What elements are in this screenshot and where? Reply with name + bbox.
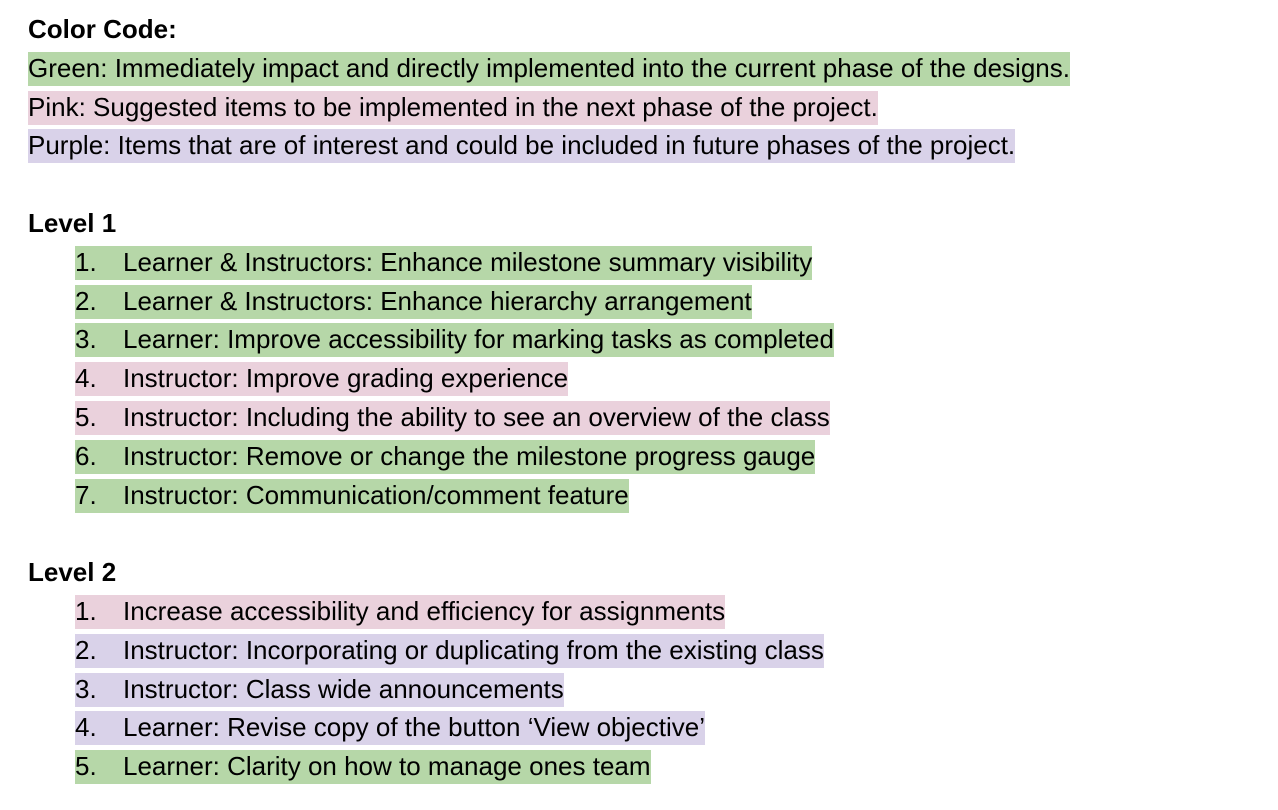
- color-code-heading: Color Code:: [28, 14, 177, 44]
- item-text: Instructor: Class wide announcements: [123, 673, 564, 704]
- color-code-purple-line: [28, 126, 1268, 165]
- item-number: 5.: [75, 751, 97, 782]
- item-number: 6.: [75, 440, 97, 471]
- item-number: 4.: [75, 712, 97, 743]
- level2-item: [75, 708, 1268, 747]
- color-code-purple-text: Purple: Items that are of interest and could be included in future phases of the project.: [28, 129, 1015, 163]
- level1-item-highlight: [75, 401, 830, 435]
- level1-item: [75, 398, 1268, 437]
- level2-item: [75, 592, 1268, 631]
- level1-item-highlight: [75, 246, 812, 280]
- item-text: Instructor: Improve grading experience: [123, 363, 569, 394]
- level2-item-highlight: [75, 673, 564, 707]
- level1-item: [75, 476, 1268, 515]
- item-text: Instructor: Remove or change the milestone progress gauge: [123, 440, 816, 471]
- item-number: 4.: [75, 363, 97, 394]
- color-code-pink-line: [28, 88, 1268, 127]
- item-text: Instructor: Communication/comment feature: [123, 479, 629, 510]
- blank-line: [28, 165, 1268, 204]
- level1-item-highlight: [75, 285, 752, 319]
- item-text: Learner & Instructors: Enhance milestone summary visibility: [123, 246, 813, 277]
- item-number: 1.: [75, 595, 97, 626]
- item-number: 3.: [75, 673, 97, 704]
- level2-item: [75, 670, 1268, 709]
- item-text: Instructor: Including the ability to see an overview of the class: [123, 401, 830, 432]
- item-number: 5.: [75, 401, 97, 432]
- color-code-pink-text: Pink: Suggested items to be implemented in the next phase of the project.: [28, 91, 878, 125]
- item-text: Learner: Clarity on how to manage ones team: [123, 751, 651, 782]
- level1-item: [75, 282, 1268, 321]
- level2-item-highlight: [75, 711, 705, 745]
- level1-item-highlight: [75, 440, 815, 474]
- level2-heading: Level 2: [28, 557, 117, 588]
- level2-item-highlight: [75, 750, 651, 784]
- level1-item: [75, 437, 1268, 476]
- item-number: 1.: [75, 246, 97, 277]
- item-text: Increase accessibility and efficiency for assignments: [123, 595, 726, 626]
- item-number: 7.: [75, 479, 97, 510]
- item-text: Learner: Improve accessibility for marking tasks as completed: [123, 324, 834, 355]
- level1-item-highlight: [75, 362, 568, 396]
- level1-item-highlight: [75, 479, 629, 513]
- item-text: Instructor: Incorporating or duplicating from the existing class: [123, 634, 824, 665]
- item-number: 2.: [75, 634, 97, 665]
- level1-item-highlight: [75, 323, 834, 357]
- blank-line: [28, 514, 1268, 553]
- document-page: [28, 10, 1268, 786]
- level2-list: [28, 592, 1268, 786]
- level2-item: [75, 747, 1268, 786]
- level2-item-highlight: [75, 595, 725, 629]
- item-number: 3.: [75, 324, 97, 355]
- level1-list: [28, 243, 1268, 515]
- color-code-green-text: Green: Immediately impact and directly implemented into the current phase of the designs.: [28, 52, 1070, 86]
- level2-item: [75, 631, 1268, 670]
- item-text: Learner & Instructors: Enhance hierarchy arrangement: [123, 285, 752, 316]
- item-text: Learner: Revise copy of the button ‘View objective’: [123, 712, 705, 743]
- level1-heading: Level 1: [28, 207, 117, 238]
- item-number: 2.: [75, 285, 97, 316]
- level1-item: [75, 359, 1268, 398]
- level1-item: [75, 320, 1268, 359]
- level2-item-highlight: [75, 634, 824, 668]
- color-code-green-line: [28, 49, 1268, 88]
- level1-item: [75, 243, 1268, 282]
